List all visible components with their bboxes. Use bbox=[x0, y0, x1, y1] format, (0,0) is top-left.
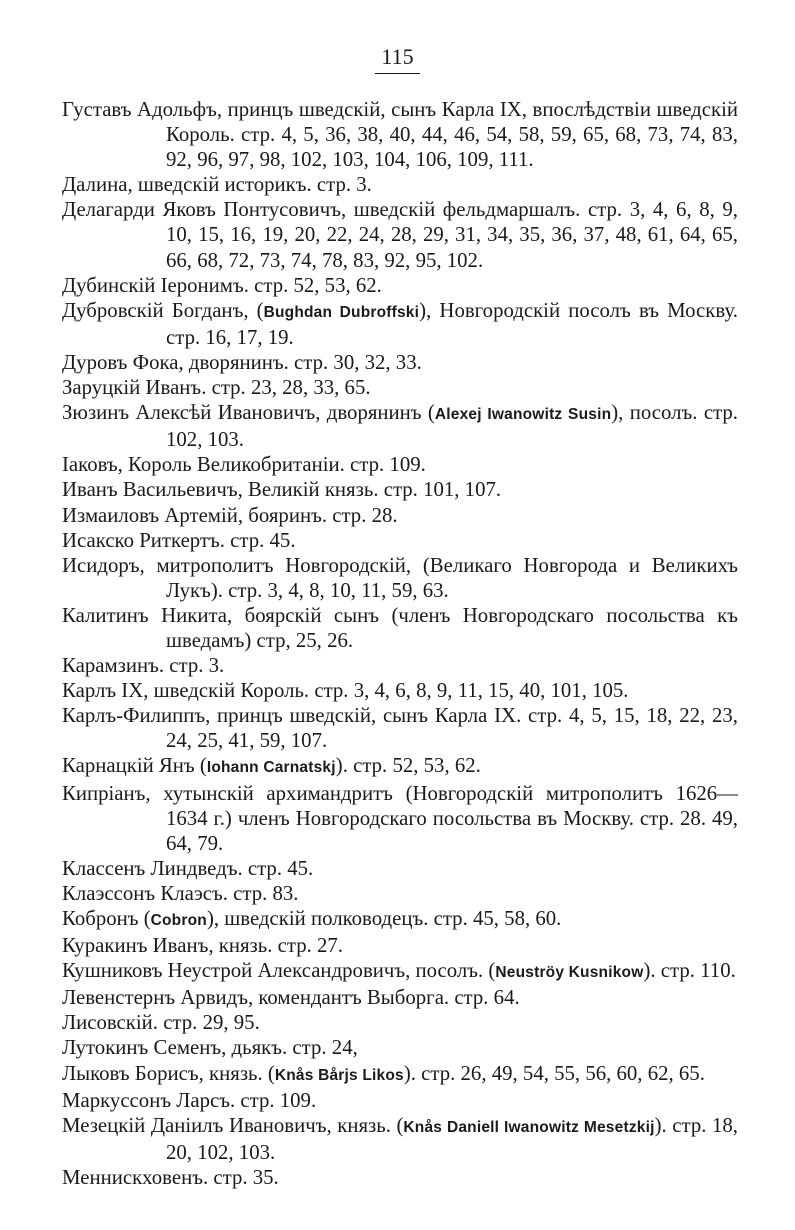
entry-text: ). стр. 18, 20, 102, 103. bbox=[166, 1113, 739, 1164]
index-entry: Исакско Риткертъ. стр. 45. bbox=[62, 528, 296, 552]
index-entry bbox=[62, 1061, 738, 1088]
page-number: 115 bbox=[0, 44, 795, 74]
index-entry: Классенъ Линдведъ. стр. 45. bbox=[62, 856, 314, 880]
entry-latin-name: Knås Bårjs Likos bbox=[274, 1066, 404, 1084]
entry-text: ), посолъ. стр. 102, 103. bbox=[166, 401, 738, 452]
index-entry: Карамзинъ. стр. 3. bbox=[62, 654, 225, 678]
index-entry: Куракинъ Иванъ, князь. стр. 27. bbox=[62, 934, 343, 958]
entry-text: ). стр. 26, 49, 54, 55, 56, 60, 62, 65. bbox=[403, 1061, 705, 1085]
index-entry: Карлъ-Филиппъ, принцъ шведскій, сынъ Карла IX. стр. 4, 5, 15, 18, 22, 23, 24, 25, 41, 59, 107. bbox=[62, 704, 738, 753]
index-entry-list bbox=[62, 97, 738, 1190]
entry-text: Карнацкій Янъ ( bbox=[62, 754, 207, 778]
index-entry: Дубинскій Іеронимъ. стр. 52, 53, 62. bbox=[62, 273, 382, 297]
entry-text: ). стр. 110. bbox=[643, 959, 736, 983]
index-entry: Маркуссонъ Ларсъ. стр. 109. bbox=[62, 1088, 317, 1112]
index-entry: Іаковъ, Король Великобританіи. стр. 109. bbox=[62, 453, 426, 477]
index-entry bbox=[62, 1113, 738, 1165]
entry-text: ), шведскій полководецъ. стр. 45, 58, 60. bbox=[206, 907, 562, 930]
index-entry: Иванъ Васильевичъ, Великій князь. стр. 101, 107. bbox=[62, 478, 502, 502]
index-entry: Далина, шведскій историкъ. стр. 3. bbox=[62, 173, 372, 197]
index-entry: Меннискховенъ. стр. 35. bbox=[62, 1165, 279, 1189]
index-entry: Клаэссонъ Клаэсъ. стр. 83. bbox=[62, 881, 299, 905]
index-entry: Густавъ Адольфъ, принцъ шведскій, сынъ Карла IX, впослѣдствіи шведскій Король. стр. 4, 5, 36, 38, 40, 44, 46, 54, 58, 59, 65, 68, 73, 74, 83, 92, 96, 97, 98, 102, 103, 104, 106, 109, 111. bbox=[62, 98, 738, 172]
index-entry: Кипріанъ, хутынскій архимандритъ (Новгородскій митрополитъ 1626—1634 г.) членъ Новгородскаго посольства въ Москву. стр. 28. 49, 64, 79. bbox=[62, 781, 738, 855]
entry-latin-name: Cobron bbox=[150, 912, 207, 929]
index-entry: Измаиловъ Артемій, бояринъ. стр. 28. bbox=[62, 503, 398, 527]
index-entry: Делагарди Яковъ Понтусовичъ, шведскій фельдмаршалъ. стр. 3, 4, 6, 8, 9, 10, 15, 16, 19, 20, 22, 24, 28, 29, 31, 34, 35, 36, 37, 48, 61, 64, 65, 66, 68, 72, 73, 74, 78, 83, 92, 95, 102. bbox=[62, 198, 738, 272]
index-entry bbox=[62, 906, 738, 933]
index-entry: Калитинъ Никита, боярскій сынъ (членъ Новгородскаго посольства къ шведамъ) стр, 25, 26. bbox=[62, 603, 738, 652]
entry-latin-name: Knås Daniell Iwanowitz Mesetzkij bbox=[403, 1118, 655, 1136]
index-entry bbox=[62, 753, 738, 780]
entry-text: ). стр. 52, 53, 62. bbox=[335, 754, 481, 778]
index-entry: Заруцкій Иванъ. стр. 23, 28, 33, 65. bbox=[62, 376, 371, 400]
index-entry: Карлъ IX, шведскій Король. стр. 3, 4, 6, 8, 9, 11, 15, 40, 101, 105. bbox=[62, 679, 629, 703]
entry-latin-name: Bughdan Dubroffski bbox=[263, 303, 420, 321]
entry-latin-name: Alexej Iwanowitz Susin bbox=[434, 406, 612, 424]
index-entry: Исидоръ, митрополитъ Новгородскій, (Великаго Новгорода и Великихъ Лукъ). стр. 3, 4, 8, 10, 11, 59, 63. bbox=[62, 553, 738, 602]
index-entry bbox=[62, 958, 738, 985]
index-entry: Левенстернъ Арвидъ, комендантъ Выборга. стр. 64. bbox=[62, 986, 520, 1010]
entry-text: ), Новгородскій посолъ въ Москву. стр. 16, 17, 19. bbox=[166, 298, 739, 349]
entry-latin-name: Neuströy Kusnikow bbox=[495, 964, 644, 982]
entry-text: Зюзинъ Алексѣй Ивановичъ, дворянинъ ( bbox=[62, 401, 435, 425]
entry-text: Лыковъ Борисъ, князь. ( bbox=[62, 1061, 275, 1085]
index-entry: Дуровъ Фока, дворянинъ. стр. 30, 32, 33. bbox=[62, 350, 422, 374]
entry-text: Кобронъ ( bbox=[62, 907, 151, 930]
index-entry bbox=[62, 400, 738, 452]
entry-text: Кушниковъ Неустрой Александровичъ, посолъ. ( bbox=[62, 959, 496, 983]
index-entry bbox=[62, 298, 738, 350]
index-entry: Лутокинъ Семенъ, дьякъ. стр. 24, bbox=[62, 1036, 358, 1060]
entry-latin-name: Iohann Carnatskj bbox=[206, 759, 336, 777]
index-entry: Лисовскій. стр. 29, 95. bbox=[62, 1011, 260, 1035]
entry-text: Дубровскій Богданъ, ( bbox=[62, 298, 264, 322]
entry-text: Мезецкій Даніилъ Ивановичъ, князь. ( bbox=[62, 1113, 404, 1137]
